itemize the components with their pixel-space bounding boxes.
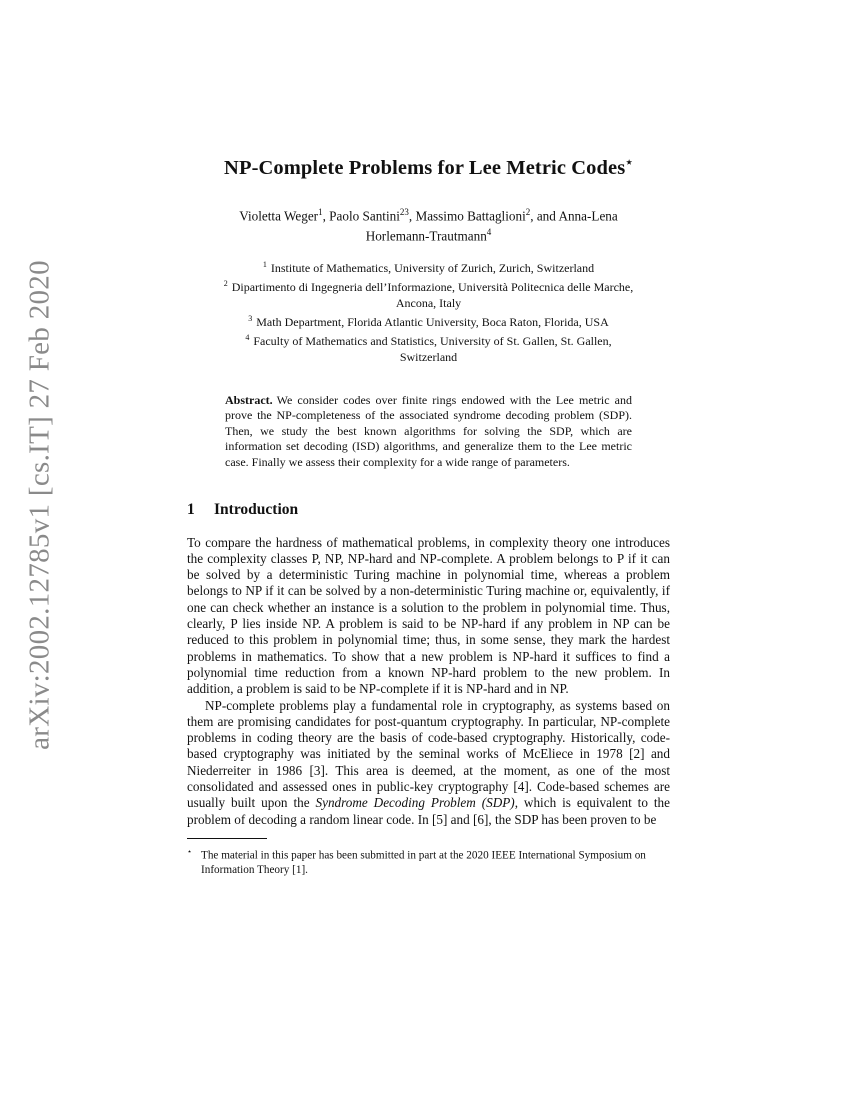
footnote [187,845,670,877]
author-sep: , [322,208,330,224]
paragraph-2-text-end: , which is equivalent to the problem of decoding a random linear code. In [5] and [6], the SDP has been proven to be [187,795,670,827]
paper-page [187,150,670,877]
author-affil-ref: 2 [525,206,531,217]
section-number: 1 [187,500,195,518]
footnote-text: The material in this paper has been submitted in part at the 2020 IEEE International Symposium on Information Theory [1]. [201,849,646,876]
paragraph-1: To compare the hardness of mathematical problems, in complexity theory one introduces the complexity classes P, NP, NP-hard and NP-complete. A problem belongs to P if it can be solved by a deterministic Turing machine in polynomial time, whereas a problem belongs to NP if it can be solved by a non-deterministic Turing machine or, equivalently, if one can check whether an instance is a solution to the problem in polynomial time. Thus, clearly, P lies inside NP. A problem is said to be NP-hard if any problem in NP can be reduced to this problem in polynomial time; thus, in some sense, they mark the hardest problems in mathematics. To show that a new problem is NP-hard it suffices to find a polynomial time reduction from a known NP-hard problem to the new problem. In addition, a problem is said to be NP-complete if it is NP-hard and in NP. [187,534,670,697]
author-name: Paolo Santini [329,208,400,224]
author-name: Violetta Weger [239,208,319,224]
author-list [187,204,670,245]
affiliation-4-cont: Switzerland [399,349,458,364]
paragraph-2 [187,698,670,828]
author-affil-ref: 1 [318,206,323,217]
arxiv-identifier: arXiv:2002.12785v1 [cs.IT] 27 Feb 2020 [23,260,56,750]
affiliation-mark: 4 [245,332,250,342]
abstract [225,393,632,471]
section-heading [187,501,670,519]
author-line-1 [187,204,670,224]
affiliation-mark: 2 [223,278,228,288]
author-affil-ref: 4 [486,227,492,238]
footnote-rule [187,838,267,839]
affiliation-2-cont: Ancona, Italy [395,295,462,310]
affiliation-text: Math Department, Florida Atlantic University, Boca Raton, Florida, USA [256,314,609,329]
author-affil-ref: 23 [399,206,409,217]
affiliations [187,257,670,365]
affiliation-mark: 1 [262,259,267,269]
paper-title [187,155,670,180]
title-text: NP-Complete Problems for Lee Metric Codes [224,156,626,179]
affiliation-text: Institute of Mathematics, University of Zurich, Zurich, Switzerland [270,260,595,275]
title-footnote-mark: ⋆ [625,155,633,169]
author-sep: , [408,208,416,224]
author-name: Massimo Battaglioni [415,208,526,224]
author-sep: , and [530,208,559,224]
affiliation-4 [187,330,670,349]
arxiv-stamp [20,260,60,750]
introduction-body [187,535,670,828]
affiliation-1 [187,257,670,276]
author-line-2 [187,224,670,244]
sdp-term: Syndrome Decoding Problem (SDP) [315,795,515,811]
affiliation-2 [187,276,670,295]
section-title: Introduction [214,500,299,518]
affiliation-mark: 3 [248,313,253,323]
abstract-label: Abstract. [225,392,273,407]
affiliation-text: Dipartimento di Ingegneria dell’Informazione, Università Politecnica delle Marche, [231,279,634,294]
affiliation-3 [187,311,670,330]
abstract-text: We consider codes over finite rings endowed with the Lee metric and prove the NP-completeness of the associated syndrome decoding problem (SDP). Then, we study the best known algorithms for solving the SDP, which are information set decoding (ISD) algorithms, and generalize them to the Lee metric case. Finally we assess their complexity for a wide range of parameters. [225,392,632,469]
author-name: Anna-Lena [558,208,618,224]
paragraph-2-text: NP-complete problems play a fundamental role in cryptography, as systems based on them are promising candidates for post-quantum cryptography. In particular, NP-complete problems in coding theory are the basis of code-based cryptography. Historically, code-based cryptography was initiated by the seminal works of McEliece in 1978 [2] and Niederreiter in 1986 [3]. This area is deemed, at the moment, as one of the most consolidated and assessed ones in public-key cryptography [4]. Code-based schemes are usually built upon the [187,697,670,811]
footnote-mark: ⋆ [187,846,193,856]
author-name: Horlemann-Trautmann [365,228,487,244]
affiliation-text: Faculty of Mathematics and Statistics, University of St. Gallen, St. Gallen, [253,333,612,348]
